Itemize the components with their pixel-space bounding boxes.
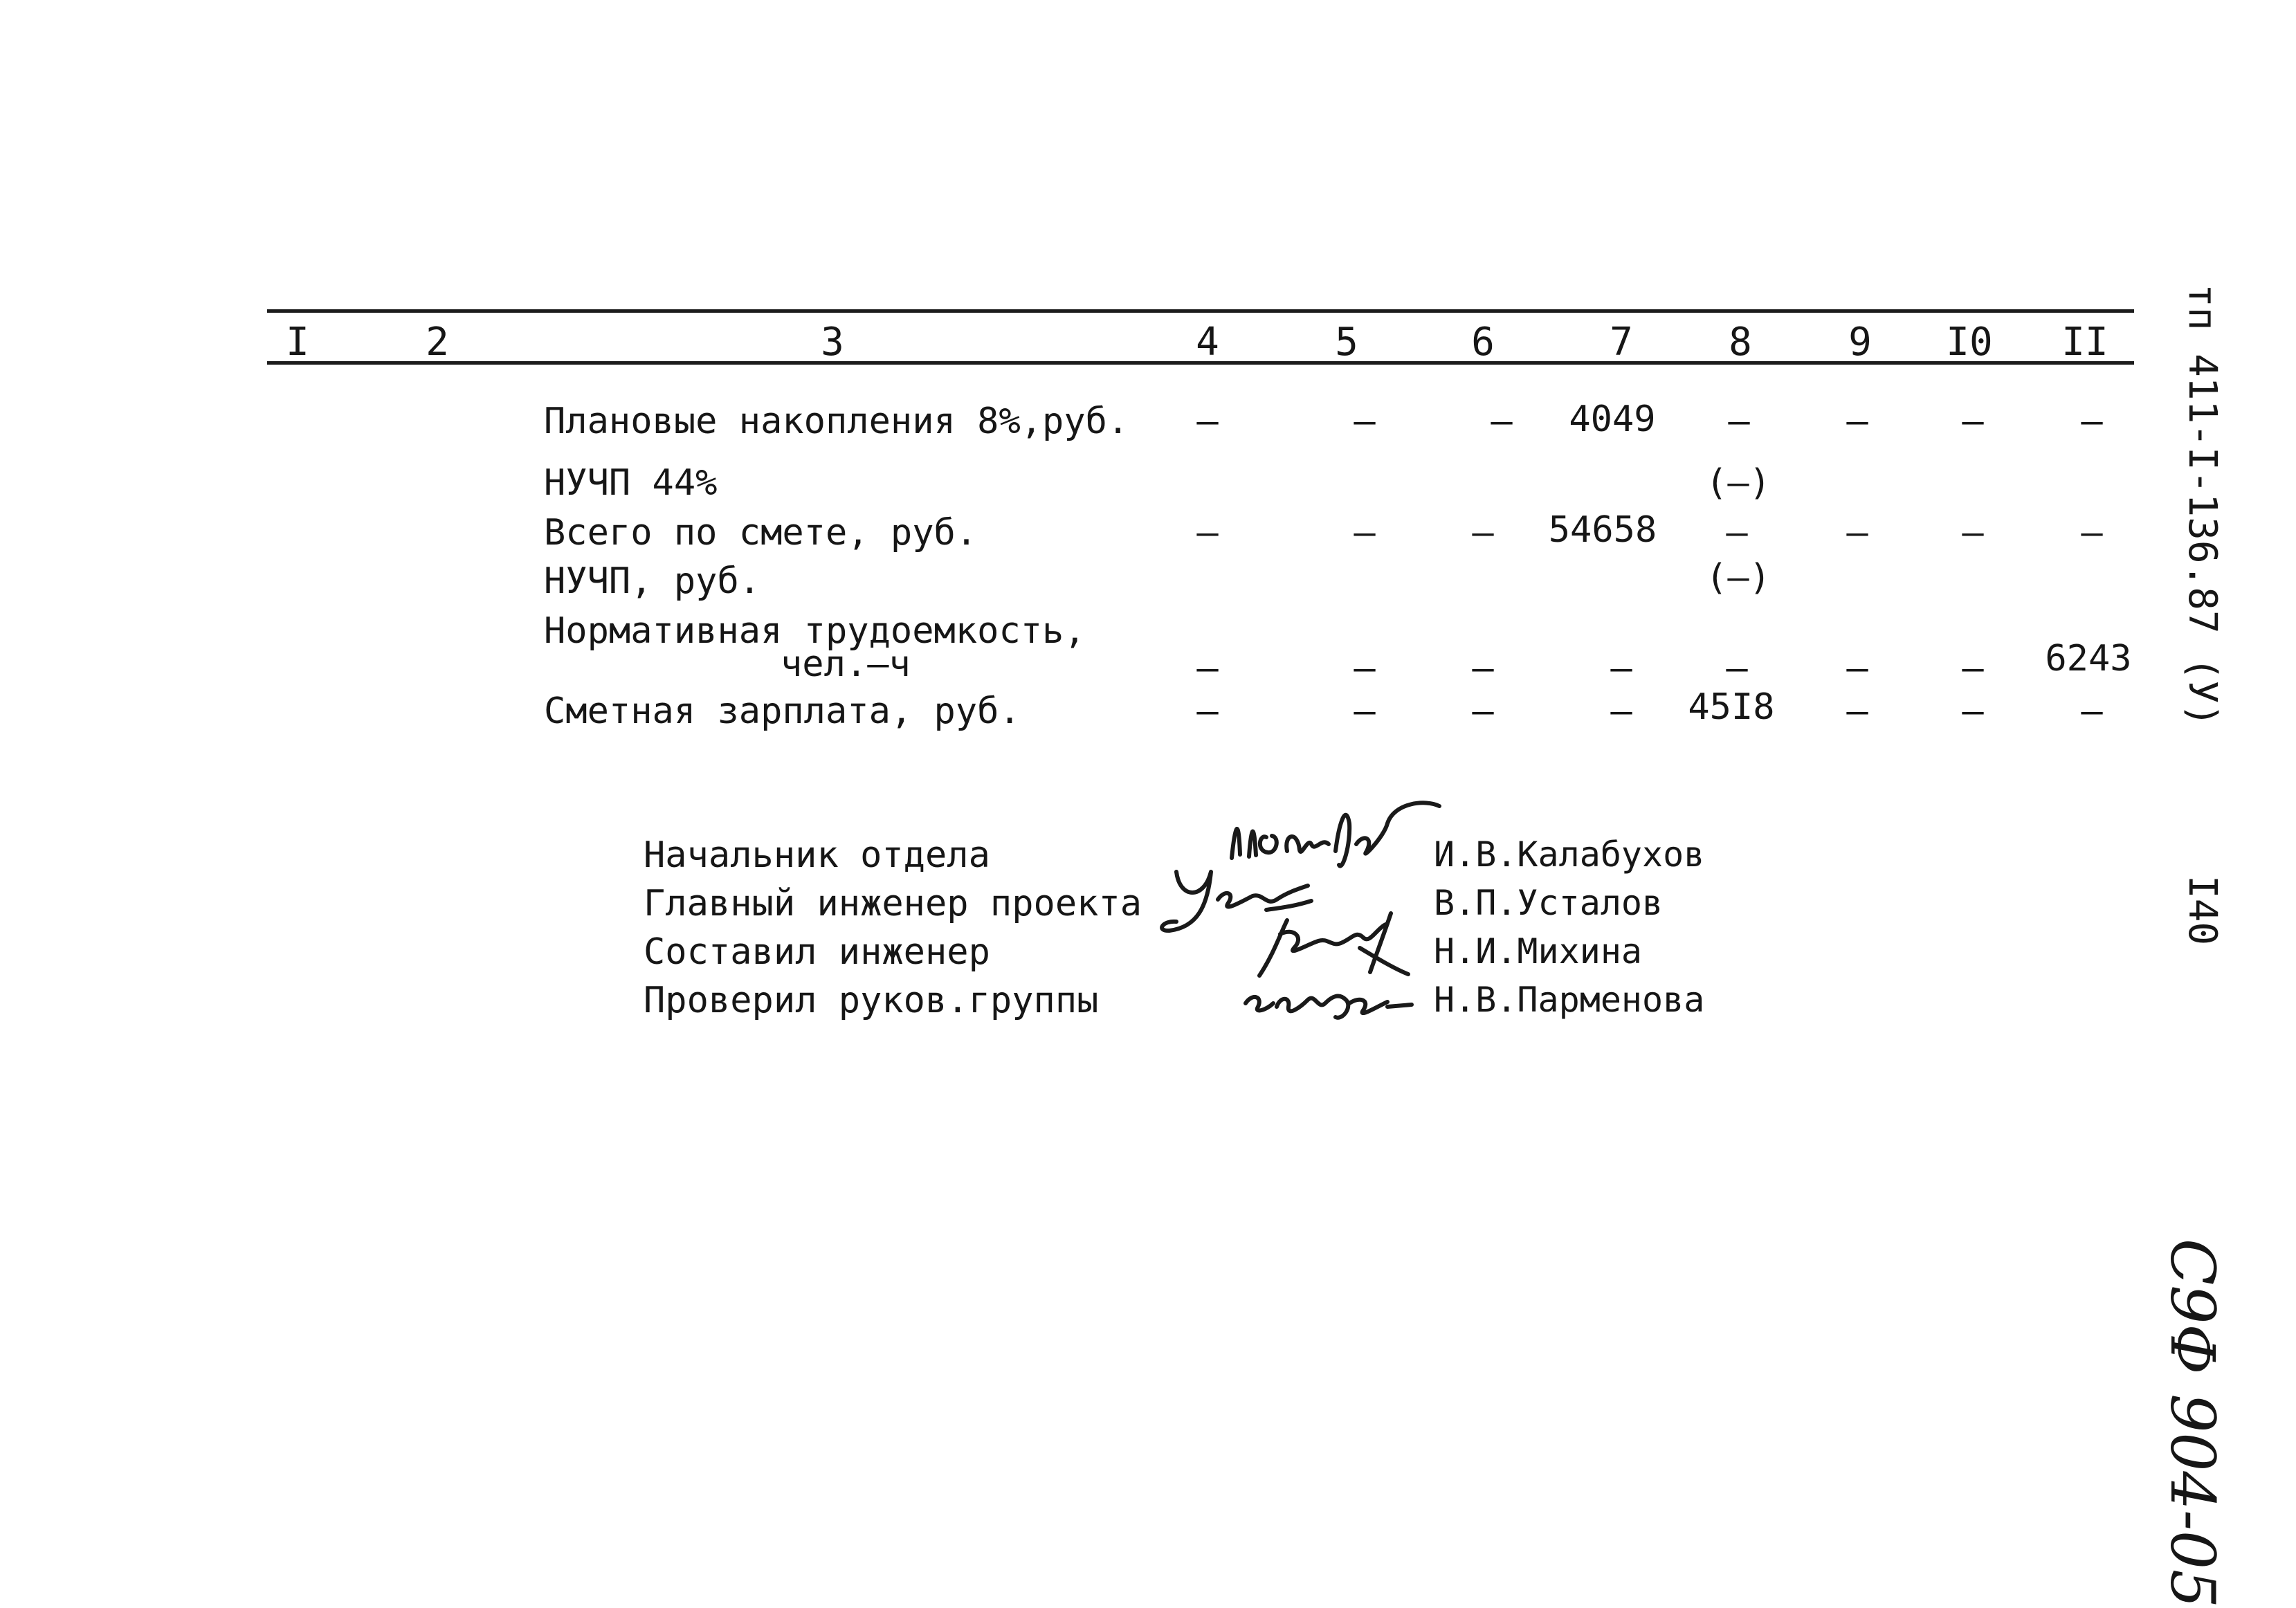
cell-col9: – bbox=[1846, 512, 1868, 554]
signer-name: И.В.Калабухов bbox=[1434, 834, 1705, 875]
row-label: Всего по смете, руб. bbox=[544, 512, 978, 554]
cell-col11: 6243 bbox=[2045, 638, 2132, 679]
handwritten-signature-4 bbox=[1239, 969, 1419, 1031]
cell-col5: – bbox=[1354, 512, 1376, 554]
cell-col8: – bbox=[1728, 401, 1750, 442]
cell-col10: – bbox=[1962, 648, 1984, 689]
cell-col4: – bbox=[1196, 401, 1219, 442]
signer-title: Составил инженер bbox=[644, 931, 990, 973]
col-header-1: I bbox=[286, 320, 309, 365]
cell-col6: – bbox=[1491, 401, 1513, 442]
cell-col9: – bbox=[1846, 648, 1868, 689]
signer-name: Н.В.Парменова bbox=[1434, 980, 1705, 1020]
row-label: Плановые накопления 8%,руб. bbox=[544, 401, 1129, 442]
row-label: НУЧП, руб. bbox=[544, 560, 761, 602]
row-label: Сметная зарплата, руб. bbox=[544, 691, 1021, 732]
cell-col5: – bbox=[1354, 691, 1376, 732]
col-header-10: I0 bbox=[1946, 320, 1993, 365]
document-code: тп 411-I-136.87 (У) bbox=[2180, 284, 2225, 727]
page-number: I40 bbox=[2180, 875, 2225, 946]
cell-col6: – bbox=[1472, 512, 1494, 554]
col-header-11: II bbox=[2061, 320, 2108, 365]
handwritten-code: С9Ф 904-05 bbox=[2157, 1239, 2228, 1608]
cell-col6: – bbox=[1472, 691, 1494, 732]
cell-col11: – bbox=[2081, 691, 2103, 732]
cell-col9: – bbox=[1846, 691, 1868, 732]
cell-col10: – bbox=[1962, 401, 1984, 442]
col-header-5: 5 bbox=[1335, 320, 1358, 365]
signer-title: Проверил руков.группы bbox=[644, 980, 1099, 1021]
cell-col8: (–) bbox=[1706, 557, 1771, 599]
col-header-9: 9 bbox=[1848, 320, 1872, 365]
col-header-8: 8 bbox=[1729, 320, 1752, 365]
cell-col4: – bbox=[1196, 512, 1219, 554]
cell-col4: – bbox=[1196, 648, 1219, 689]
col-header-4: 4 bbox=[1196, 320, 1219, 365]
col-header-6: 6 bbox=[1471, 320, 1495, 365]
cell-col6: – bbox=[1472, 648, 1494, 689]
signer-title: Главный инженер проекта bbox=[644, 883, 1142, 924]
cell-col10: – bbox=[1962, 512, 1984, 554]
cell-col8: – bbox=[1726, 648, 1748, 689]
cell-col10: – bbox=[1962, 691, 1984, 732]
cell-col7: – bbox=[1610, 691, 1632, 732]
col-header-3: 3 bbox=[821, 320, 844, 365]
cell-col11: – bbox=[2081, 512, 2103, 554]
col-header-7: 7 bbox=[1610, 320, 1633, 365]
cell-col11: – bbox=[2081, 401, 2103, 442]
table-top-rule bbox=[267, 309, 2134, 313]
cell-col9: – bbox=[1846, 401, 1868, 442]
signer-title: Начальник отдела bbox=[644, 834, 990, 876]
cell-col8: (–) bbox=[1706, 462, 1771, 504]
cell-col5: – bbox=[1354, 648, 1376, 689]
cell-col8: – bbox=[1726, 512, 1748, 554]
signer-name: В.П.Усталов bbox=[1434, 883, 1664, 923]
cell-col4: – bbox=[1196, 691, 1219, 732]
cell-col7: 4049 bbox=[1569, 399, 1656, 440]
cell-col5: – bbox=[1354, 401, 1376, 442]
signer-name: Н.И.Михина bbox=[1434, 931, 1643, 971]
col-header-2: 2 bbox=[426, 320, 449, 365]
row-label-continued: чел.–ч bbox=[781, 643, 911, 685]
cell-col7: 54658 bbox=[1548, 509, 1657, 551]
row-label: Нормативная трудоемкость, bbox=[544, 610, 1086, 652]
cell-col8: 45I8 bbox=[1688, 686, 1775, 728]
row-label: НУЧП 44% bbox=[544, 462, 718, 504]
cell-col7: – bbox=[1610, 648, 1632, 689]
